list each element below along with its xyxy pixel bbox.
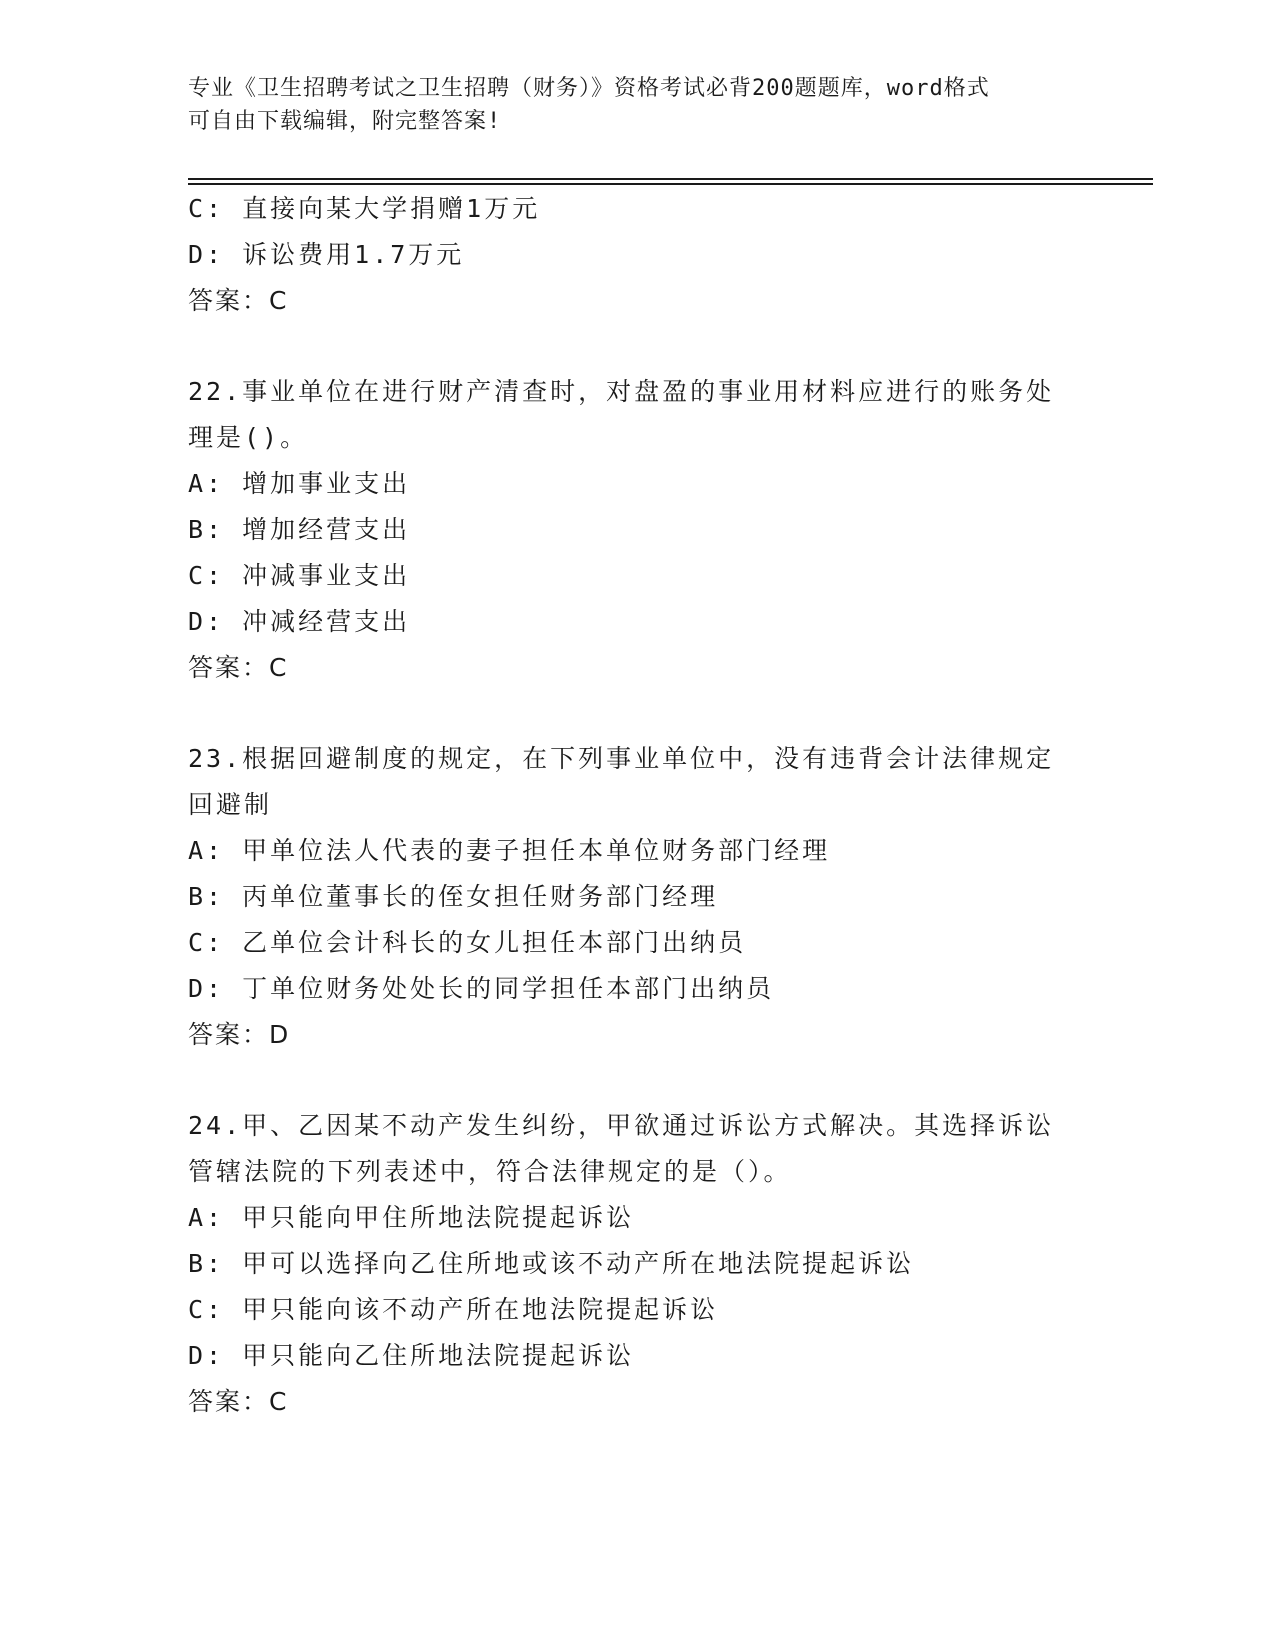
question-stem-line-1: 24.甲、乙因某不动产发生纠纷，甲欲通过诉讼方式解决。其选择诉讼	[188, 1111, 1055, 1140]
question-23	[188, 736, 1088, 1058]
option-d: D: 诉讼费用1.7万元	[188, 240, 465, 269]
header-line-2: 可自由下载编辑，附完整答案!	[188, 109, 502, 134]
header-line-1: 专业《卫生招聘考试之卫生招聘（财务）》资格考试必背200题题库，word格式	[188, 76, 990, 101]
spacer	[188, 324, 1088, 369]
spacer	[188, 1058, 1088, 1103]
answer-line: 答案：C	[188, 286, 289, 315]
option-c: C: 乙单位会计科长的女儿担任本部门出纳员	[188, 928, 747, 957]
question-stem-line-2: 管辖法院的下列表述中，符合法律规定的是（）。	[188, 1157, 792, 1186]
option-c: C: 甲只能向该不动产所在地法院提起诉讼	[188, 1295, 719, 1324]
option-b: B: 丙单位董事长的侄女担任财务部门经理	[188, 882, 719, 911]
header-divider-bottom	[188, 183, 1153, 185]
option-d: D: 冲减经营支出	[188, 607, 411, 636]
document-body	[188, 186, 1088, 1425]
option-c: C: 直接向某大学捐赠1万元	[188, 194, 541, 223]
answer-line: 答案：D	[188, 1020, 291, 1049]
header-divider-top	[188, 178, 1153, 180]
option-d: D: 甲只能向乙住所地法院提起诉讼	[188, 1341, 635, 1370]
option-c: C: 冲减事业支出	[188, 561, 411, 590]
document-header	[188, 72, 1088, 138]
answer-line: 答案：C	[188, 653, 289, 682]
question-stem-line-2: 回避制	[188, 790, 273, 819]
continued-question	[188, 186, 1088, 324]
question-stem-line-2: 理是()。	[188, 423, 309, 452]
option-d: D: 丁单位财务处处长的同学担任本部门出纳员	[188, 974, 775, 1003]
question-stem-line-1: 23.根据回避制度的规定，在下列事业单位中，没有违背会计法律规定	[188, 744, 1055, 773]
answer-line: 答案：C	[188, 1387, 289, 1416]
spacer	[188, 691, 1088, 736]
question-24	[188, 1103, 1088, 1425]
question-22	[188, 369, 1088, 691]
option-b: B: 甲可以选择向乙住所地或该不动产所在地法院提起诉讼	[188, 1249, 915, 1278]
question-stem-line-1: 22.事业单位在进行财产清查时，对盘盈的事业用材料应进行的账务处	[188, 377, 1055, 406]
option-b: B: 增加经营支出	[188, 515, 411, 544]
option-a: A: 甲只能向甲住所地法院提起诉讼	[188, 1203, 635, 1232]
option-a: A: 增加事业支出	[188, 469, 411, 498]
option-a: A: 甲单位法人代表的妻子担任本单位财务部门经理	[188, 836, 831, 865]
